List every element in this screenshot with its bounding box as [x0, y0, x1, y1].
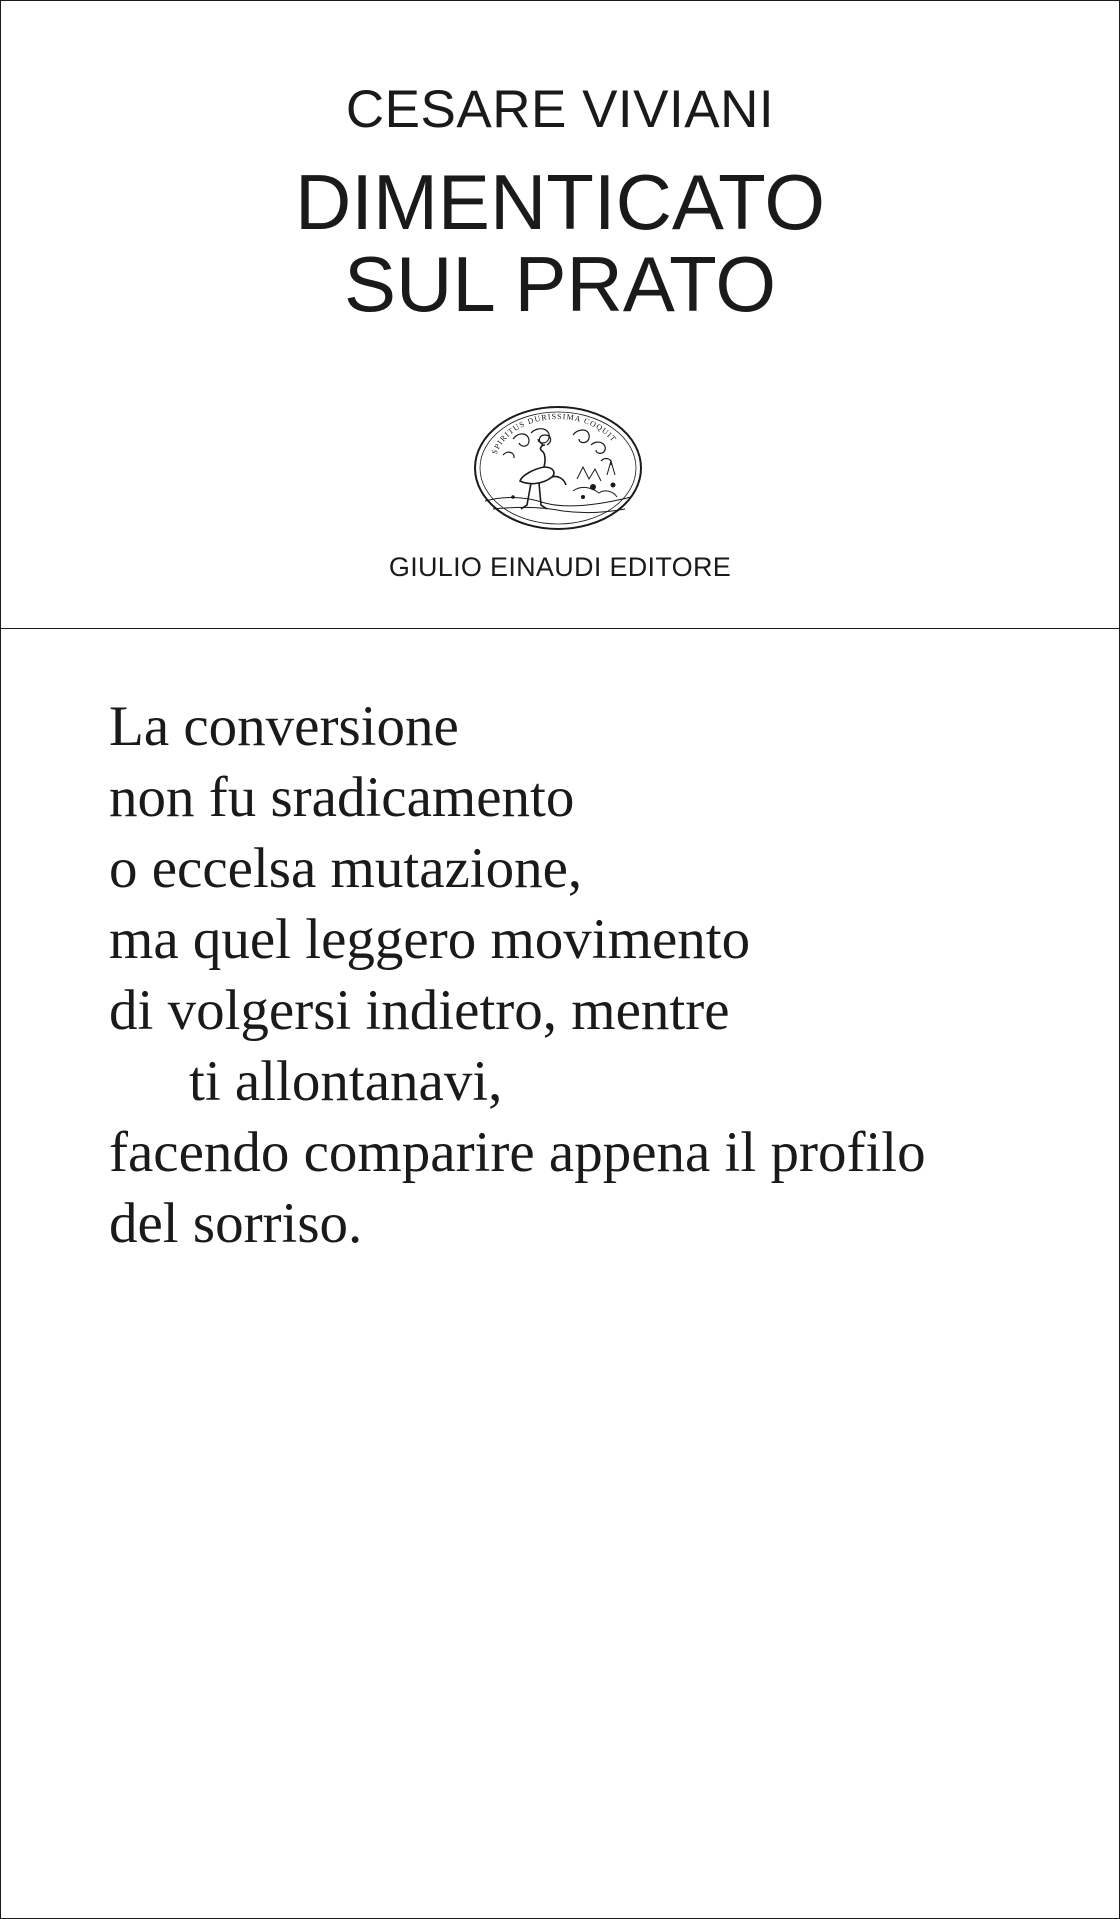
- poem-line: o eccelsa mutazione,: [109, 837, 583, 900]
- poem-line: di volgersi indietro, mentre: [109, 979, 730, 1042]
- author-name: CESARE VIVIANI: [345, 80, 775, 139]
- back-cover-poem: [109, 691, 1109, 1259]
- ostrich-emblem-icon: [473, 405, 643, 531]
- cover-header-panel: [1, 1, 1119, 629]
- poem-line: ti allontanavi,: [189, 1050, 503, 1113]
- title-line-2: SUL PRATO: [343, 240, 776, 328]
- poem-line: La conversione: [109, 695, 459, 758]
- poem-line: del sorriso.: [109, 1192, 363, 1255]
- emblem-motto: SPIRITUS DURISSIMA COQUIT: [489, 411, 619, 456]
- poem-line: ma quel leggero movimento: [109, 908, 751, 971]
- title-line-1: DIMENTICATO: [294, 158, 826, 246]
- book-title: [1, 158, 1119, 328]
- poem-line: facendo comparire appena il profilo: [109, 1121, 926, 1184]
- publisher-name: GIULIO EINAUDI EDITORE: [388, 552, 732, 582]
- poem-line: non fu sradicamento: [109, 766, 575, 829]
